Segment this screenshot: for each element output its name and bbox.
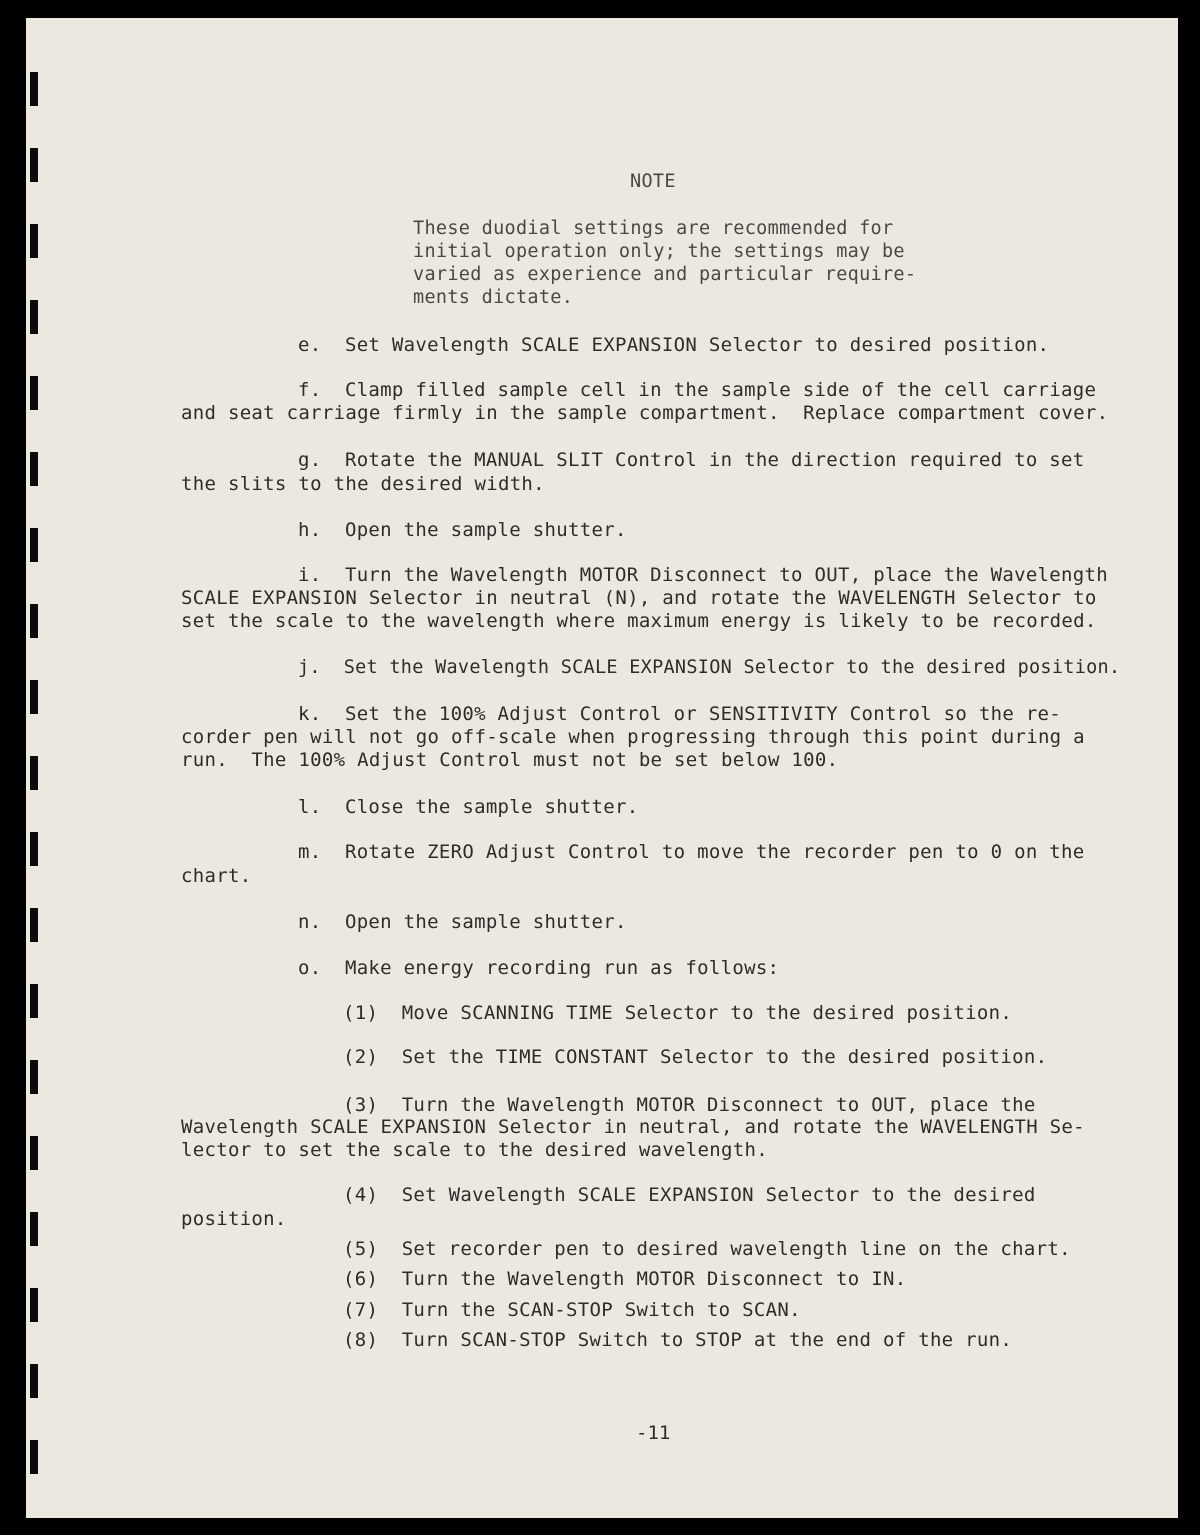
step-m: m. Rotate ZERO Adjust Control to move the recorder pen to 0 on the — [298, 841, 1085, 863]
substep-8: (8) Turn SCAN-STOP Switch to STOP at the end of the run. — [343, 1329, 1013, 1351]
binding-hole — [30, 1364, 38, 1398]
note-line: varied as experience and particular require- — [413, 264, 917, 285]
step-k-cont: run. The 100% Adjust Control must not be set below 100. — [181, 749, 839, 771]
note-heading: NOTE — [630, 171, 676, 192]
substep-4-cont: position. — [181, 1208, 287, 1230]
substep-5: (5) Set recorder pen to desired wavelength line on the chart. — [343, 1238, 1071, 1260]
step-k-cont: corder pen will not go off-scale when progressing through this point during a — [181, 726, 1085, 748]
binding-hole — [30, 148, 38, 182]
step-h: h. Open the sample shutter. — [298, 519, 627, 541]
substep-3: (3) Turn the Wavelength MOTOR Disconnect to OUT, place the — [343, 1094, 1036, 1116]
step-n: n. Open the sample shutter. — [298, 911, 627, 933]
binding-hole — [30, 984, 38, 1018]
binding-hole — [30, 1136, 38, 1170]
binding-hole — [30, 528, 38, 562]
binding-hole — [30, 300, 38, 334]
binding-hole — [30, 832, 38, 866]
note-line: ments dictate. — [413, 287, 574, 308]
binding-hole — [30, 1440, 38, 1474]
step-f: f. Clamp filled sample cell in the sample side of the cell carriage — [298, 379, 1097, 401]
step-i-cont: SCALE EXPANSION Selector in neutral (N), and rotate the WAVELENGTH Selector to — [181, 587, 1097, 609]
substep-6: (6) Turn the Wavelength MOTOR Disconnect to IN. — [343, 1268, 907, 1290]
substep-1: (1) Move SCANNING TIME Selector to the desired position. — [343, 1002, 1013, 1024]
binding-hole — [30, 604, 38, 638]
step-m-cont: chart. — [181, 865, 252, 887]
binding-hole — [30, 376, 38, 410]
binding-hole — [30, 1288, 38, 1322]
substep-4: (4) Set Wavelength SCALE EXPANSION Selector to the desired — [343, 1184, 1036, 1206]
step-j: j. Set the Wavelength SCALE EXPANSION Selector to the desired position. — [298, 656, 1121, 678]
binding-hole — [30, 72, 38, 106]
note-line: initial operation only; the settings may be — [413, 241, 905, 262]
step-k: k. Set the 100% Adjust Control or SENSITIVITY Control so the re- — [298, 703, 1062, 725]
substep-2: (2) Set the TIME CONSTANT Selector to the desired position. — [343, 1046, 1048, 1068]
note-line: These duodial settings are recommended for — [413, 218, 894, 239]
step-l: l. Close the sample shutter. — [298, 796, 639, 818]
binding-hole — [30, 452, 38, 486]
binding-hole — [30, 756, 38, 790]
substep-7: (7) Turn the SCAN-STOP Switch to SCAN. — [343, 1299, 801, 1321]
step-i: i. Turn the Wavelength MOTOR Disconnect to OUT, place the Wavelength — [298, 564, 1108, 586]
substep-3-cont: lector to set the scale to the desired wavelength. — [181, 1139, 768, 1161]
step-i-cont: set the scale to the wavelength where maximum energy is likely to be recorded. — [181, 610, 1097, 632]
page-number: -11 — [636, 1422, 671, 1444]
binding-hole — [30, 224, 38, 258]
step-g: g. Rotate the MANUAL SLIT Control in the direction required to set — [298, 449, 1085, 471]
step-e: e. Set Wavelength SCALE EXPANSION Selector to desired position. — [298, 334, 1050, 356]
binding-hole — [30, 908, 38, 942]
binding-hole — [30, 1212, 38, 1246]
step-g-cont: the slits to the desired width. — [181, 473, 545, 495]
binding-hole — [30, 1060, 38, 1094]
binding-hole — [30, 680, 38, 714]
step-f-cont: and seat carriage firmly in the sample compartment. Replace compartment cover. — [181, 402, 1109, 424]
substep-3-cont: Wavelength SCALE EXPANSION Selector in neutral, and rotate the WAVELENGTH Se- — [181, 1116, 1085, 1138]
step-o: o. Make energy recording run as follows: — [298, 957, 780, 979]
